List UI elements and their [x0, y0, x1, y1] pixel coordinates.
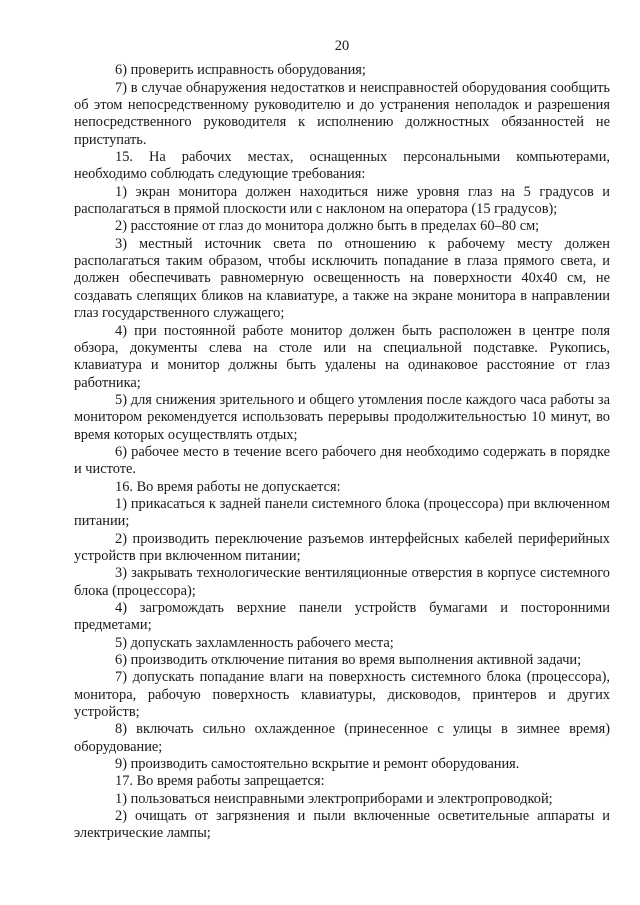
section-heading: 17. Во время работы запрещается:: [115, 773, 325, 790]
list-item: 1) пользоваться неисправными электроприборами и электропроводкой;: [115, 790, 553, 807]
list-item: 3) закрывать технологические вентиляционные отверстия в корпусе системного блока (процессора);: [74, 565, 610, 599]
list-item: 6) проверить исправность оборудования;: [115, 62, 366, 79]
list-item: 7) допускать попадание влаги на поверхность системного блока (процессора), монитора, рабочую поверхность клавиатуры, дисководов, принтеров и других устройств;: [74, 669, 610, 721]
section-heading: 16. Во время работы не допускается:: [115, 478, 341, 495]
list-item: 2) очищать от загрязнения и пыли включенные осветительные аппараты и электрические лампы;: [74, 808, 610, 842]
list-item: 6) рабочее место в течение всего рабочего дня необходимо содержать в порядке и чистоте.: [74, 443, 610, 478]
document-page: [74, 38, 610, 843]
list-item: 1) экран монитора должен находиться ниже уровня глаз на 5 градусов и располагаться в прямой плоскости или с наклоном на оператора (15 градусов);: [74, 183, 610, 218]
list-item: 9) производить самостоятельно вскрытие и ремонт оборудования.: [115, 756, 520, 773]
list-item: 5) допускать захламленность рабочего места;: [115, 634, 394, 651]
section-heading: 15. На рабочих местах, оснащенных персональными компьютерами, необходимо соблюдать следующие требования:: [74, 149, 610, 183]
list-item: 1) прикасаться к задней панели системного блока (процессора) при включенном питании;: [74, 495, 610, 530]
list-item: 3) местный источник света по отношению к рабочему месту должен располагаться таким образом, чтобы исключить попадание в глаза прямого света, и должен обеспечивать равномерную освещенность на поверхности 40х40 см, не создавать слепящих бликов на клавиатуре, а также на экране монитора в направлении глаз государственного служащего;: [74, 235, 610, 322]
list-item: 7) в случае обнаружения недостатков и неисправностей оборудования сообщить об этом непосредственному руководителю и до устранения неполадок и разрешения непосредственного руководителя к исполнению должностных обязанностей не приступать.: [74, 79, 610, 148]
list-item: 8) включать сильно охлажденное (принесенное с улицы в зимнее время) оборудование;: [74, 721, 610, 755]
list-item: 5) для снижения зрительного и общего утомления после каждого часа работы за монитором рекомендуется использовать перерывы продолжительностью 10 минут, во время которых осуществлять отдых;: [74, 391, 610, 443]
list-item: 4) при постоянной работе монитор должен быть расположен в центре поля обзора, документы слева на столе или на специальной подставке. Рукопись, клавиатура и монитор должны быть удалены на одинаковое расстояние от глаз работника;: [74, 322, 610, 391]
list-item: 2) производить переключение разъемов интерфейсных кабелей периферийных устройств при включенном питании;: [74, 530, 610, 564]
list-item: 6) производить отключение питания во время выполнения активной задачи;: [115, 652, 582, 669]
page-number: 20: [334, 38, 350, 54]
list-item: 2) расстояние от глаз до монитора должно быть в пределах 60–80 см;: [115, 218, 540, 235]
list-item: 4) загромождать верхние панели устройств бумагами и посторонними предметами;: [74, 600, 610, 634]
document-body: [74, 62, 610, 842]
